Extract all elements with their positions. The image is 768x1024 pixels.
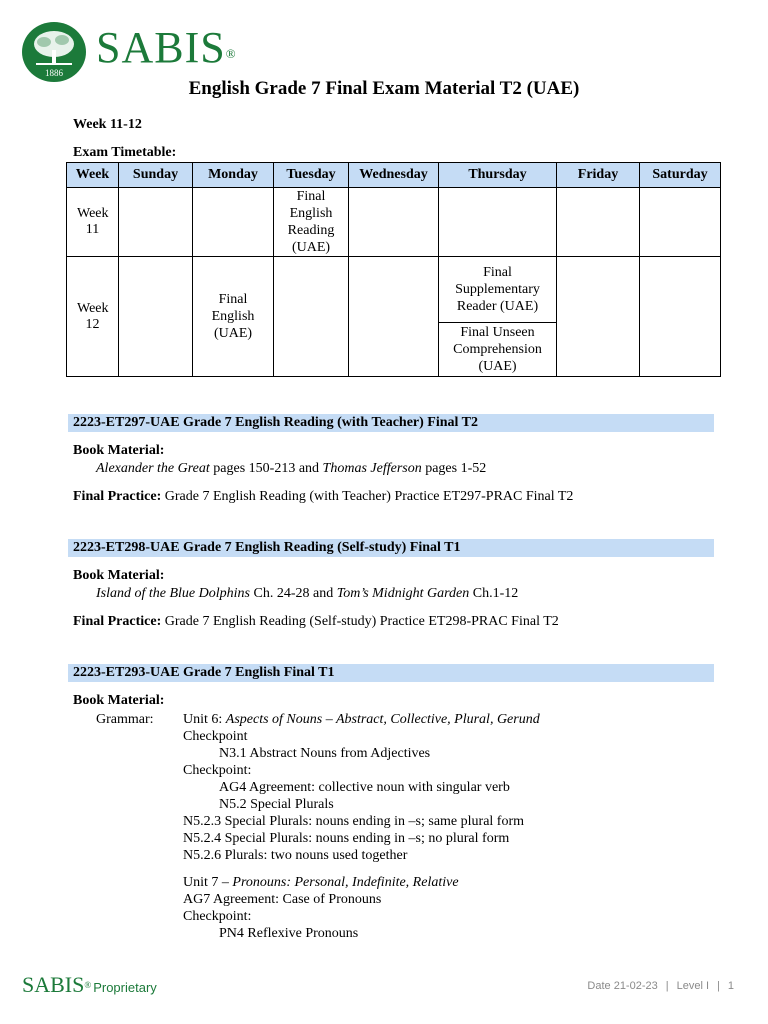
objective-n524: N5.2.4 Special Plurals: nouns ending in –s; no plural form: [183, 831, 510, 846]
objective-ag7: AG7 Agreement: Case of Pronouns: [183, 892, 382, 907]
logo-year: 1886: [45, 68, 63, 78]
timetable-row-week11: [67, 188, 721, 257]
header-sunday: Sunday: [119, 163, 193, 188]
empty-cell: [439, 188, 557, 257]
book-material-line: [96, 585, 518, 602]
book-title: Alexander the Great: [96, 461, 210, 476]
section-heading-et297: 2223-ET297-UAE Grade 7 English Reading (with Teacher) Final T2: [68, 414, 714, 432]
book-title: Tom’s Midnight Garden: [336, 586, 470, 601]
objective-ag4: AG4 Agreement: collective noun with singular verb: [219, 780, 510, 795]
header-wednesday: Wednesday: [349, 163, 439, 188]
header-monday: Monday: [193, 163, 274, 188]
unit-title: Pronouns: Personal, Indefinite, Relative: [232, 875, 459, 890]
unit-6-line: [183, 711, 540, 728]
objective-n526: N5.2.6 Plurals: two nouns used together: [183, 848, 408, 863]
unit-7-line: [183, 874, 459, 891]
timetable-row-week12a: [67, 257, 721, 323]
exam-final-english: Final English (UAE): [193, 257, 274, 377]
unit-prefix: Unit 7 –: [183, 875, 233, 890]
book-pages: pages 1-52: [421, 461, 487, 476]
exam-final-english-reading: Final English Reading (UAE): [274, 188, 349, 257]
exam-timetable-label: Exam Timetable:: [73, 145, 177, 160]
footer-logo-text: SABIS: [22, 972, 85, 997]
book-pages: Ch.1-12: [469, 586, 519, 601]
footer-sabis-logo: [22, 972, 157, 1001]
footer-separator: |: [665, 980, 669, 992]
book-material-label: Book Material:: [73, 443, 165, 458]
empty-cell: [640, 257, 721, 377]
header-thursday: Thursday: [439, 163, 557, 188]
final-practice-text: Grade 7 English Reading (with Teacher) Practice ET297-PRAC Final T2: [161, 489, 574, 504]
week-label: Week 11-12: [73, 117, 142, 132]
footer-registered-mark: ®: [84, 980, 92, 990]
footer-date: Date 21-02-23: [587, 980, 658, 992]
empty-cell: [119, 188, 193, 257]
book-material-label: Book Material:: [73, 693, 165, 708]
empty-cell: [274, 257, 349, 377]
checkpoint-label: Checkpoint:: [183, 763, 252, 778]
footer-separator: |: [717, 980, 720, 992]
checkpoint-label: Checkpoint: [183, 729, 248, 744]
objective-pn4: PN4 Reflexive Pronouns: [219, 926, 359, 941]
empty-cell: [557, 188, 640, 257]
empty-cell: [349, 188, 439, 257]
book-material-line: [96, 460, 486, 477]
week-12-cell: Week 12: [67, 257, 119, 377]
exam-timetable: [66, 162, 721, 377]
section-heading-et298: 2223-ET298-UAE Grade 7 English Reading (Self-study) Final T1: [68, 539, 714, 557]
checkpoint-label: Checkpoint:: [183, 909, 252, 924]
empty-cell: [557, 257, 640, 377]
final-practice-label: Final Practice:: [73, 489, 162, 504]
book-title: Thomas Jefferson: [322, 461, 422, 476]
final-practice-line: [73, 613, 559, 630]
page-number: 1: [727, 980, 734, 992]
objective-n31: N3.1 Abstract Nouns from Adjectives: [219, 746, 431, 761]
section-heading-et293: 2223-ET293-UAE Grade 7 English Final T1: [68, 664, 714, 682]
header-tuesday: Tuesday: [274, 163, 349, 188]
header-week: Week: [67, 163, 119, 188]
sabis-wordmark: [96, 24, 237, 72]
empty-cell: [193, 188, 274, 257]
book-material-label: Book Material:: [73, 568, 165, 583]
timetable-header-row: [67, 163, 721, 188]
exam-final-supplementary-reader: Final Supplementary Reader (UAE): [439, 257, 557, 323]
footer-proprietary: Proprietary: [93, 980, 157, 995]
book-pages: Ch. 24-28 and: [250, 586, 337, 601]
objective-n523: N5.2.3 Special Plurals: nouns ending in –s; same plural form: [183, 814, 525, 829]
book-pages: pages 150-213 and: [209, 461, 323, 476]
header-saturday: Saturday: [640, 163, 721, 188]
sabis-seal-logo: [22, 22, 86, 82]
grammar-label: Grammar:: [96, 712, 154, 727]
final-practice-line: [73, 488, 573, 505]
unit-prefix: Unit 6:: [183, 712, 226, 727]
empty-cell: [349, 257, 439, 377]
empty-cell: [119, 257, 193, 377]
book-title: Island of the Blue Dolphins: [96, 586, 250, 601]
registered-mark: ®: [225, 46, 237, 61]
logo-text: SABIS: [96, 23, 226, 72]
footer-level: Level I: [676, 980, 710, 992]
objective-n52: N5.2 Special Plurals: [219, 797, 334, 812]
page-title: English Grade 7 Final Exam Material T2 (UAE): [188, 78, 580, 99]
final-practice-label: Final Practice:: [73, 614, 162, 629]
exam-final-unseen-comprehension: Final Unseen Comprehension (UAE): [439, 323, 557, 377]
unit-title: Aspects of Nouns – Abstract, Collective, Plural, Gerund: [225, 712, 540, 727]
footer-meta: [587, 980, 734, 992]
week-11-cell: Week 11: [67, 188, 119, 257]
final-practice-text: Grade 7 English Reading (Self-study) Practice ET298-PRAC Final T2: [161, 614, 559, 629]
empty-cell: [640, 188, 721, 257]
header-friday: Friday: [557, 163, 640, 188]
